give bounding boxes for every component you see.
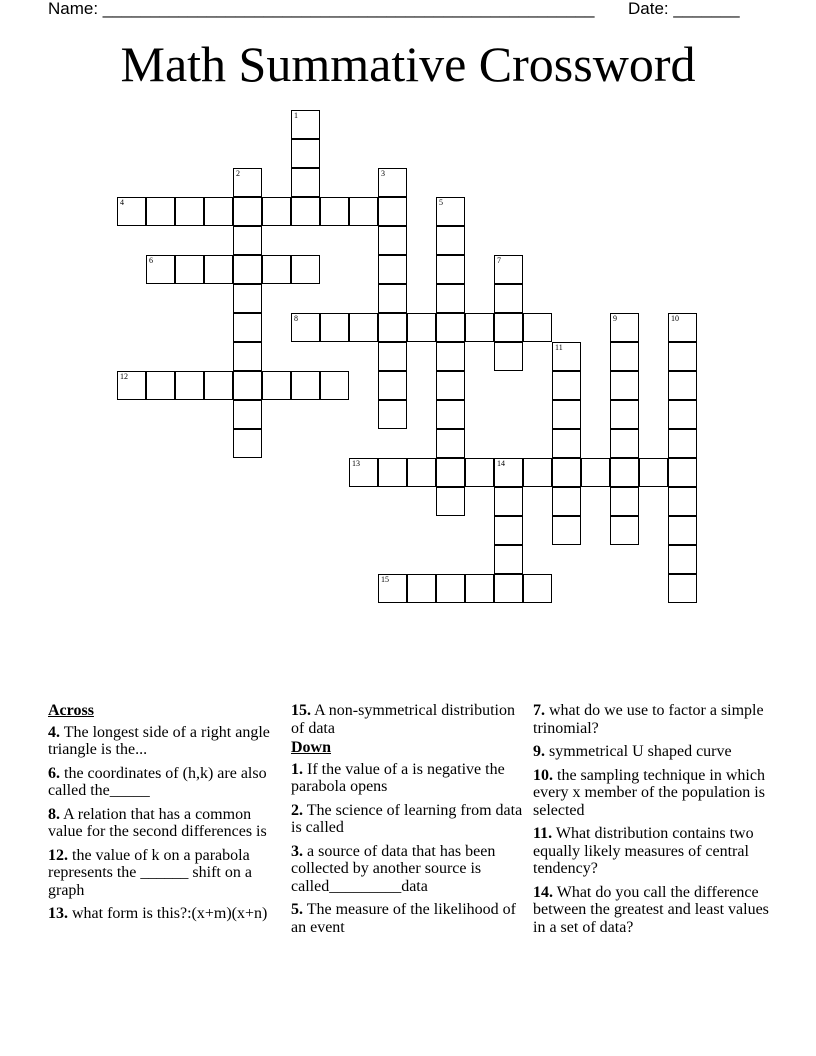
grid-cell[interactable] [552, 342, 581, 371]
grid-cell[interactable] [233, 429, 262, 458]
name-field-label: Name: ____________________________________________________ [48, 0, 595, 18]
clue-item-number: 1. [291, 760, 303, 778]
grid-cell[interactable] [291, 313, 320, 342]
grid-cell[interactable] [523, 458, 552, 487]
clue-item-text: What distribution contains two equally likely measures of central tendency? [533, 825, 754, 877]
grid-cell[interactable] [610, 429, 639, 458]
grid-cell[interactable] [494, 313, 523, 342]
clue-item-number: 14. [533, 883, 553, 901]
clue-item [533, 743, 773, 761]
grid-cell[interactable] [233, 197, 262, 226]
grid-cell[interactable] [291, 168, 320, 197]
grid-cell[interactable] [610, 313, 639, 342]
grid-cell[interactable] [436, 313, 465, 342]
grid-cell[interactable] [552, 516, 581, 545]
clue-item [291, 761, 527, 796]
clue-number: 6 [149, 256, 153, 265]
grid-cell[interactable] [233, 168, 262, 197]
grid-cell[interactable] [349, 197, 378, 226]
grid-cell[interactable] [378, 342, 407, 371]
grid-cell[interactable] [175, 371, 204, 400]
clue-item-number: 3. [291, 842, 303, 860]
clue-number: 14 [497, 459, 505, 468]
grid-cell[interactable] [668, 313, 697, 342]
grid-cell[interactable] [494, 284, 523, 313]
clue-number: 13 [352, 459, 360, 468]
grid-cell[interactable] [378, 255, 407, 284]
clue-item-text: The measure of the likelihood of an event [291, 901, 516, 936]
grid-cell[interactable] [552, 458, 581, 487]
grid-cell[interactable] [262, 255, 291, 284]
clue-item-number: 5. [291, 901, 303, 918]
grid-cell[interactable] [378, 458, 407, 487]
clue-item-text: The longest side of a right angle triangle is the... [48, 723, 270, 758]
clue-item [533, 884, 773, 937]
grid-cell[interactable] [465, 574, 494, 603]
grid-cell[interactable] [436, 574, 465, 603]
down-clue-list [291, 761, 527, 937]
grid-cell[interactable] [233, 284, 262, 313]
clue-number: 9 [613, 314, 617, 323]
grid-cell[interactable] [668, 487, 697, 516]
date-field-label: Date: _______ [628, 0, 740, 18]
clue-item-text: The science of learning from data is called [291, 801, 523, 836]
clues-column-1 [48, 702, 284, 929]
grid-cell[interactable] [668, 516, 697, 545]
grid-cell[interactable] [349, 458, 378, 487]
grid-cell[interactable] [494, 516, 523, 545]
grid-cell[interactable] [436, 284, 465, 313]
grid-cell[interactable] [610, 458, 639, 487]
grid-cell[interactable] [436, 487, 465, 516]
clue-item-number: 4. [48, 723, 60, 741]
grid-cell[interactable] [668, 342, 697, 371]
down-clue-list-continued [533, 702, 773, 936]
grid-cell[interactable] [175, 197, 204, 226]
clue-number: 7 [497, 256, 501, 265]
across-heading: Across [48, 702, 94, 719]
clue-number: 2 [236, 169, 240, 178]
grid-cell[interactable] [378, 313, 407, 342]
grid-cell[interactable] [465, 458, 494, 487]
grid-cell[interactable] [494, 487, 523, 516]
grid-cell[interactable] [436, 371, 465, 400]
clue-item [291, 843, 527, 896]
grid-cell[interactable] [233, 342, 262, 371]
clue-item-number: 6. [48, 764, 60, 782]
grid-cell[interactable] [668, 458, 697, 487]
grid-cell[interactable] [494, 545, 523, 574]
clue-number: 5 [439, 198, 443, 207]
grid-cell[interactable] [668, 429, 697, 458]
grid-cell[interactable] [552, 487, 581, 516]
grid-cell[interactable] [610, 400, 639, 429]
clue-item-number: 2. [291, 801, 303, 819]
grid-cell[interactable] [204, 255, 233, 284]
grid-cell[interactable] [320, 197, 349, 226]
grid-cell[interactable] [378, 168, 407, 197]
grid-cell[interactable] [581, 458, 610, 487]
grid-cell[interactable] [494, 574, 523, 603]
clue-number: 10 [671, 314, 679, 323]
grid-cell[interactable] [262, 197, 291, 226]
clue-item-number: 9. [533, 743, 545, 760]
grid-cell[interactable] [117, 197, 146, 226]
clue-item [291, 802, 527, 837]
grid-cell[interactable] [610, 342, 639, 371]
clue-number: 1 [294, 111, 298, 120]
across-clue-list-continued [291, 702, 527, 737]
grid-cell[interactable] [436, 226, 465, 255]
clue-number: 3 [381, 169, 385, 178]
grid-cell[interactable] [668, 545, 697, 574]
grid-cell[interactable] [436, 400, 465, 429]
grid-cell[interactable] [146, 197, 175, 226]
clue-item-text: a source of data that has been collected by another source is called_________data [291, 842, 496, 895]
across-clue-list [48, 724, 284, 923]
clue-item-text: If the value of a is negative the parabola opens [291, 760, 505, 795]
grid-cell[interactable] [407, 574, 436, 603]
grid-cell[interactable] [233, 371, 262, 400]
clue-item-text: what form is this?:(x+m)(x+n) [68, 905, 268, 922]
grid-cell[interactable] [436, 197, 465, 226]
grid-cell[interactable] [146, 255, 175, 284]
grid-cell[interactable] [349, 313, 378, 342]
grid-cell[interactable] [291, 371, 320, 400]
grid-cell[interactable] [668, 574, 697, 603]
grid-cell[interactable] [378, 284, 407, 313]
grid-cell[interactable] [465, 313, 494, 342]
grid-cell[interactable] [494, 255, 523, 284]
clue-item-number: 8. [48, 805, 60, 823]
grid-cell[interactable] [291, 255, 320, 284]
grid-cell[interactable] [494, 342, 523, 371]
clues-column-2 [291, 702, 527, 942]
grid-cell[interactable] [378, 574, 407, 603]
grid-cell[interactable] [291, 110, 320, 139]
clue-item [291, 901, 527, 936]
clue-number: 15 [381, 575, 389, 584]
page-title: Math Summative Crossword [120, 36, 696, 92]
grid-cell[interactable] [378, 226, 407, 255]
clue-item-text: what do we use to factor a simple trinomial? [533, 702, 764, 737]
grid-cell[interactable] [407, 458, 436, 487]
grid-cell[interactable] [407, 313, 436, 342]
clue-item [533, 702, 773, 737]
clue-item-text: symmetrical U shaped curve [545, 743, 732, 760]
clue-number: 12 [120, 372, 128, 381]
grid-cell[interactable] [320, 371, 349, 400]
grid-cell[interactable] [552, 400, 581, 429]
grid-cell[interactable] [610, 487, 639, 516]
grid-cell[interactable] [291, 197, 320, 226]
grid-cell[interactable] [233, 313, 262, 342]
grid-cell[interactable] [552, 371, 581, 400]
clues-column-3 [533, 702, 773, 942]
grid-cell[interactable] [436, 255, 465, 284]
clue-item [48, 724, 284, 759]
clue-item [533, 767, 773, 820]
grid-cell[interactable] [436, 458, 465, 487]
grid-cell[interactable] [117, 371, 146, 400]
clue-item-text: What do you call the difference between the greatest and least values in a set of data? [533, 883, 769, 936]
grid-cell[interactable] [523, 574, 552, 603]
grid-cell[interactable] [639, 458, 668, 487]
grid-cell[interactable] [610, 371, 639, 400]
grid-cell[interactable] [175, 255, 204, 284]
clue-item [48, 806, 284, 841]
grid-cell[interactable] [262, 371, 291, 400]
clue-item-text: A non-symmetrical distribution of data [291, 702, 515, 737]
grid-cell[interactable] [291, 139, 320, 168]
down-heading: Down [291, 739, 332, 756]
grid-cell[interactable] [378, 197, 407, 226]
grid-cell[interactable] [233, 255, 262, 284]
clue-item-number: 15. [291, 702, 311, 719]
grid-cell[interactable] [204, 197, 233, 226]
grid-cell[interactable] [146, 371, 175, 400]
clue-item-number: 11. [533, 825, 553, 842]
clue-item-number: 13. [48, 905, 68, 922]
clue-item [48, 765, 284, 800]
clue-item-number: 12. [48, 846, 68, 864]
grid-cell[interactable] [523, 313, 552, 342]
clue-item [291, 702, 527, 737]
grid-cell[interactable] [610, 516, 639, 545]
grid-cell[interactable] [494, 458, 523, 487]
grid-cell[interactable] [552, 429, 581, 458]
clue-number: 4 [120, 198, 124, 207]
clue-item-number: 7. [533, 702, 545, 719]
grid-cell[interactable] [668, 371, 697, 400]
clue-number: 11 [555, 343, 563, 352]
grid-cell[interactable] [436, 342, 465, 371]
grid-cell[interactable] [436, 429, 465, 458]
clue-item [48, 905, 284, 923]
clue-item [533, 825, 773, 878]
clue-item [48, 847, 284, 900]
clue-item-text: the coordinates of (h,k) are also called the_____ [48, 764, 267, 799]
clue-item-text: A relation that has a common value for the second differences is [48, 805, 267, 840]
grid-cell[interactable] [233, 400, 262, 429]
grid-cell[interactable] [204, 371, 233, 400]
grid-cell[interactable] [378, 371, 407, 400]
grid-cell[interactable] [320, 313, 349, 342]
grid-cell[interactable] [378, 400, 407, 429]
clue-item-number: 10. [533, 766, 553, 784]
grid-cell[interactable] [668, 400, 697, 429]
clue-item-text: the value of k on a parabola represents the ______ shift on a graph [48, 846, 252, 899]
grid-cell[interactable] [233, 226, 262, 255]
clue-number: 8 [294, 314, 298, 323]
clue-item-text: the sampling technique in which every x member of the population is selected [533, 766, 765, 819]
